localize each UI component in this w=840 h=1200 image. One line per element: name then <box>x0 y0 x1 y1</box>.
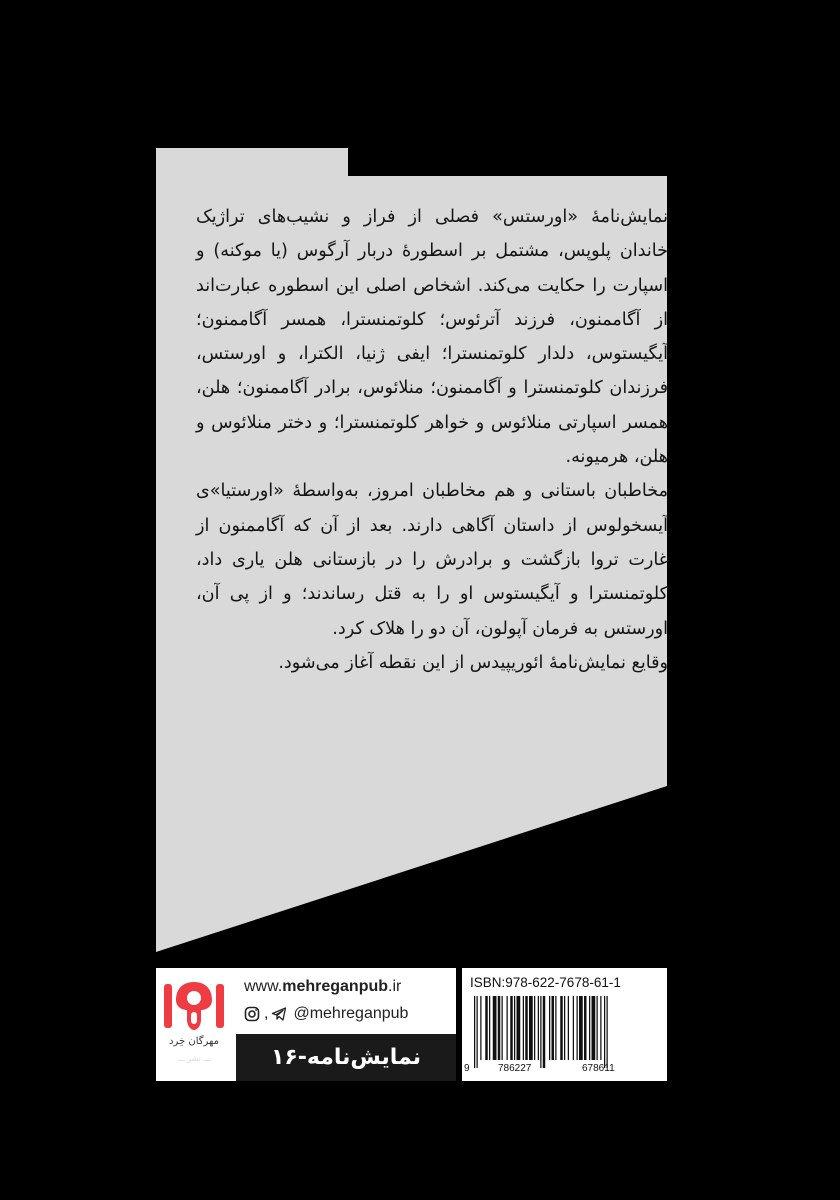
series-label: نمایش‌نامه-۱۶ <box>236 1034 456 1081</box>
blurb-paragraph-1: نمایش‌نامهٔ «اورستس» فصلی از فراز و نشیب‌های تراژیک خاندان پلوپس، مشتمل بر اسطورهٔ دربار آرگوس (یا موکنه) و اسپارت را حکایت می‌کند. اشخاص اصلی این اسطوره عبارت‌اند از آگاممنون، فرزند آترئوس؛ کلوتمنسترا، همسر آگاممنون؛ آیگیستوس، دلدار کلوتمنسترا؛ ایفی ژنیا، الکترا، و اورستس، فرزندان کلوتمنسترا و آگاممنون؛ منلائوس، برادر آگاممنون؛ هلن، همسر اسپارتی منلائوس و خواهر کلوتمنسترا؛ و دختر منلائوس و هلن، هرمیونه. <box>196 207 668 468</box>
social-separator: , <box>264 1005 269 1022</box>
barcode-bar <box>510 996 513 1060</box>
barcode-bar <box>534 996 535 1060</box>
barcode-bar <box>525 996 528 1060</box>
isbn-label: ISBN:978-622-7678-61-1 <box>470 975 621 990</box>
barcode-bar <box>523 996 524 1060</box>
publisher-logo-name: مهرگان خِرد <box>169 1036 219 1047</box>
publisher-logo-subtitle: ـــ نشر ـــ <box>177 1054 211 1063</box>
barcode-lead-digit: 9 <box>464 1063 470 1074</box>
blurb-paragraph-2: مخاطبان باستانی و هم مخاطبان امروز، به‌واسطهٔ «اورستیا»ی آیسخولوس از داستان آگاهی دارند. بعد از آن که آگاممنون از غارت تروا بازگشت و برادرش را در بازستانی هلن یاری داد، کلوتمنسترا و آیگیستوس او را به قتل رساندند؛ و از پی آن، اورستس به فرمان آپولون، آن دو را هلاک کرد. <box>196 481 668 639</box>
barcode-bar <box>480 996 481 1060</box>
barcode-bar <box>549 996 550 1060</box>
barcode-bar <box>584 996 587 1060</box>
barcode-right-digits: 678611 <box>582 1063 615 1074</box>
mehregan-logo-icon <box>164 980 224 1032</box>
isbn-barcode-box <box>462 968 667 1081</box>
barcode-bar <box>573 996 574 1060</box>
barcode-bar <box>607 996 608 1068</box>
barcode-bar <box>493 996 497 1060</box>
barcode-bar <box>604 996 605 1068</box>
barcode-bar <box>597 996 598 1060</box>
website-domain: mehreganpub <box>282 978 389 995</box>
publisher-website[interactable] <box>244 978 401 996</box>
barcode-bar <box>517 996 521 1060</box>
barcode-bar <box>474 996 475 1068</box>
barcode-bar <box>502 996 503 1060</box>
instagram-icon[interactable] <box>244 1006 260 1022</box>
barcode-bar <box>552 996 555 1060</box>
barcode-bar <box>514 996 515 1060</box>
social-handle[interactable]: @mehreganpub <box>293 1005 409 1022</box>
barcode-bar <box>540 996 541 1068</box>
barcode-bar <box>498 996 501 1060</box>
website-prefix: www. <box>244 978 283 995</box>
barcode-bar <box>507 996 508 1060</box>
barcode-bar <box>485 996 488 1060</box>
barcode-bar <box>592 996 596 1060</box>
barcode-bar <box>529 996 533 1060</box>
barcode-bar <box>564 996 565 1060</box>
telegram-icon[interactable] <box>271 1006 287 1022</box>
blurb-paragraph-3: وقایع نمایش‌نامهٔ ائوریپیدس از این نقطه آغاز می‌شود. <box>278 652 668 673</box>
social-handle-row <box>244 1002 408 1026</box>
barcode-bar <box>577 996 578 1060</box>
barcode <box>462 968 667 1081</box>
website-suffix: .ir <box>388 978 402 995</box>
barcode-bar <box>555 996 556 1060</box>
barcode-bar <box>477 996 478 1068</box>
blurb-text <box>196 200 668 680</box>
barcode-bar <box>538 996 539 1060</box>
publisher-logo <box>156 968 232 1081</box>
barcode-bar <box>579 996 583 1060</box>
barcode-bar <box>560 996 563 1060</box>
barcode-bar <box>543 996 546 1068</box>
barcode-bar <box>568 996 569 1060</box>
publisher-info-box <box>156 968 456 1081</box>
barcode-left-digits: 786227 <box>498 1063 532 1074</box>
barcode-bar <box>600 996 601 1060</box>
barcode-bar <box>589 996 590 1060</box>
barcode-bar <box>489 996 490 1060</box>
